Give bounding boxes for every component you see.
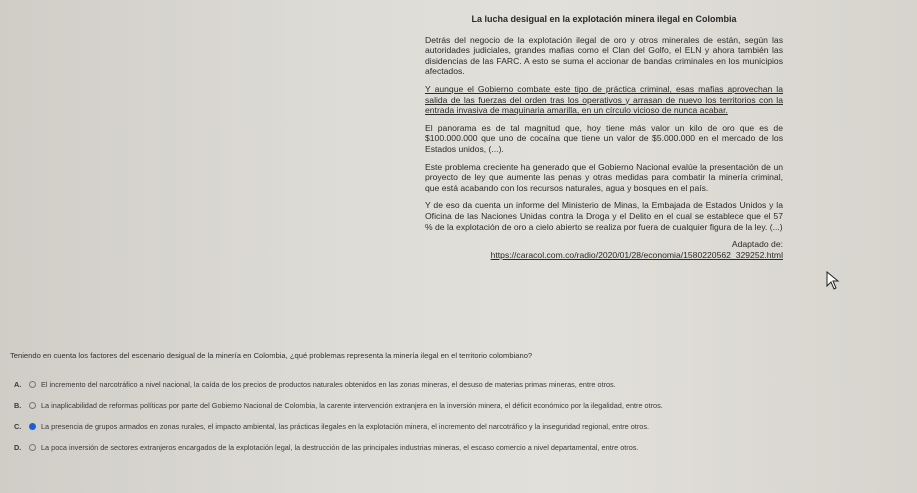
radio-button[interactable] — [29, 444, 36, 451]
radio-button-selected[interactable] — [29, 423, 36, 430]
radio-button[interactable] — [29, 402, 36, 409]
option-text: La poca inversión de sectores extranjeros encargados de la explotación legal, la destrucción de las principales industrias mineras, el escaso comercio a nivel departamental, entre otros. — [41, 442, 639, 452]
question-text: Teniendo en cuenta los factores del escenario desigual de la minería en Colombia, ¿qué problemas representa la minería ilegal en el territorio colombiano? — [10, 351, 533, 360]
option-letter: C. — [14, 421, 22, 431]
option-letter: D. — [14, 442, 22, 452]
article-paragraph-3: El panorama es de tal magnitud que, hoy tiene más valor un kilo de oro que es de $100.000.000 que uno de cocaína que tiene un valor de $5.000.000 en el mercado de los Estados unidos, (...). — [425, 122, 783, 154]
option-d[interactable] — [14, 441, 914, 453]
article-paragraph-1: Detrás del negocio de la explotación ilegal de oro y otros minerales de están, según las autoridades judiciales, grandes mafias como el Clan del Golfo, el ELN y ahora también las disidencias de las FARC. A esto se suma el accionar de bandas criminales en los municipios afectados. — [425, 34, 783, 77]
source-label: Adaptado de: — [731, 239, 783, 250]
article-source — [425, 239, 783, 261]
source-link[interactable]: https://caracol.com.co/radio/2020/01/28/economia/1580220562_329252.html — [490, 250, 783, 261]
option-text: La presencia de grupos armados en zonas rurales, el impacto ambiental, las prácticas ilegales en la explotación minera, el incremento del narcotráfico y la inseguridad regional, entre otros. — [41, 421, 650, 431]
radio-button[interactable] — [29, 381, 36, 388]
option-a[interactable] — [14, 378, 914, 390]
option-letter: A. — [14, 379, 22, 389]
option-c[interactable] — [14, 420, 914, 432]
option-text: La inaplicabilidad de reformas políticas por parte del Gobierno Nacional de Colombia, la carente intervención extranjera en la inversión minera, el déficit económico por la ilegalidad, entre otros. — [41, 400, 663, 410]
article-paragraph-2: Y aunque el Gobierno combate este tipo de práctica criminal, esas mafias aprovechan la salida de las fuerzas del orden tras los operativos y arrasan de nuevo los territorios con la entrada invasiva de maquinaria amarilla, en un círculo vicioso de nunca acabar. — [425, 83, 783, 116]
option-letter: B. — [14, 400, 22, 410]
article-paragraph-4: Este problema creciente ha generado que el Gobierno Nacional evalúe la presentación de un proyecto de ley que aumente las penas y otras medidas para combatir la minería criminal, que está acabando con los recursos naturales, agua y bosques en el país. — [425, 161, 783, 193]
option-b[interactable] — [14, 399, 914, 411]
article-panel — [425, 14, 783, 261]
option-text: El incremento del narcotráfico a nivel nacional, la caída de los precios de productos naturales obtenidos en las zonas mineras, el desuso de materias primas mineras, entre otros. — [41, 379, 616, 389]
mouse-pointer-icon — [826, 271, 842, 291]
article-paragraph-5: Y de eso da cuenta un informe del Ministerio de Minas, la Embajada de Estados Unidos y la Oficina de las Naciones Unidas contra la Droga y el Delito en el cual se establece que el 57 % de la explotación de oro a cielo abierto se realiza por fuera de cualquier figura de la ley. (...) — [425, 200, 783, 232]
article-title: La lucha desigual en la explotación minera ilegal en Colombia — [471, 14, 737, 24]
